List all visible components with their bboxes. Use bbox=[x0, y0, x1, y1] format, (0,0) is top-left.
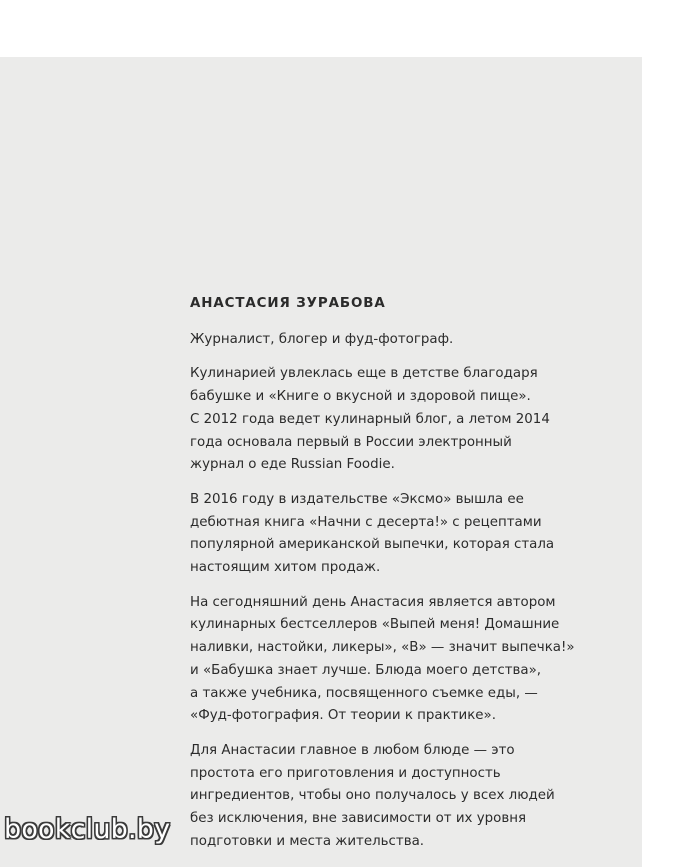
bio-paragraph-2 bbox=[190, 363, 610, 477]
bio-line: наливки, настойки, ликеры», «В» — значит выпечка!» bbox=[190, 640, 575, 656]
bio-paragraph-4 bbox=[190, 592, 610, 728]
author-name: АНАСТАСИЯ ЗУРАБОВА bbox=[190, 296, 386, 311]
bio-line: простота его приготовления и доступность bbox=[190, 765, 501, 781]
bio-line: Для Анастасии главное в любом блюде — это bbox=[190, 742, 515, 758]
bio-line: На сегодняшний день Анастасия является автором bbox=[190, 594, 556, 610]
site-watermark: bookclub.by bbox=[4, 814, 171, 845]
author-bio bbox=[190, 293, 610, 865]
bio-line: Кулинарией увлеклась еще в детстве благодаря bbox=[190, 366, 538, 382]
bio-line: бабушке и «Книге о вкусной и здоровой пище». bbox=[190, 389, 531, 405]
bio-line: настоящим хитом продаж. bbox=[190, 560, 381, 576]
bio-line: и «Бабушка знает лучше. Блюда моего детства», bbox=[190, 662, 542, 678]
bio-paragraph-1 bbox=[190, 329, 610, 352]
bio-line: дебютная книга «Начни с десерта!» с рецептами bbox=[190, 514, 542, 530]
bio-line: «Фуд-фотография. От теории к практике». bbox=[190, 708, 496, 724]
bio-line: В 2016 году в издательстве «Эксмо» вышла ее bbox=[190, 491, 524, 507]
bio-paragraph-3 bbox=[190, 489, 610, 580]
bio-line: года основала первый в России электронный bbox=[190, 434, 512, 450]
bio-line: Журналист, блогер и фуд-фотограф. bbox=[190, 331, 454, 347]
bio-line: а также учебника, посвященного съемке еды, — bbox=[190, 685, 538, 701]
bio-line: кулинарных бестселлеров «Выпей меня! Домашние bbox=[190, 617, 560, 633]
bio-line: без исключения, вне зависимости от их уровня bbox=[190, 811, 527, 827]
bio-line: С 2012 года ведет кулинарный блог, а летом 2014 bbox=[190, 411, 550, 427]
bio-line: популярной американской выпечки, которая стала bbox=[190, 537, 555, 553]
bio-line: журнал о еде Russian Foodie. bbox=[190, 457, 395, 473]
book-page bbox=[0, 57, 642, 867]
bio-line: ингредиентов, чтобы оно получалось у всех людей bbox=[190, 788, 555, 804]
bio-line: подготовки и места жительства. bbox=[190, 833, 425, 849]
bio-paragraph-5 bbox=[190, 740, 610, 854]
